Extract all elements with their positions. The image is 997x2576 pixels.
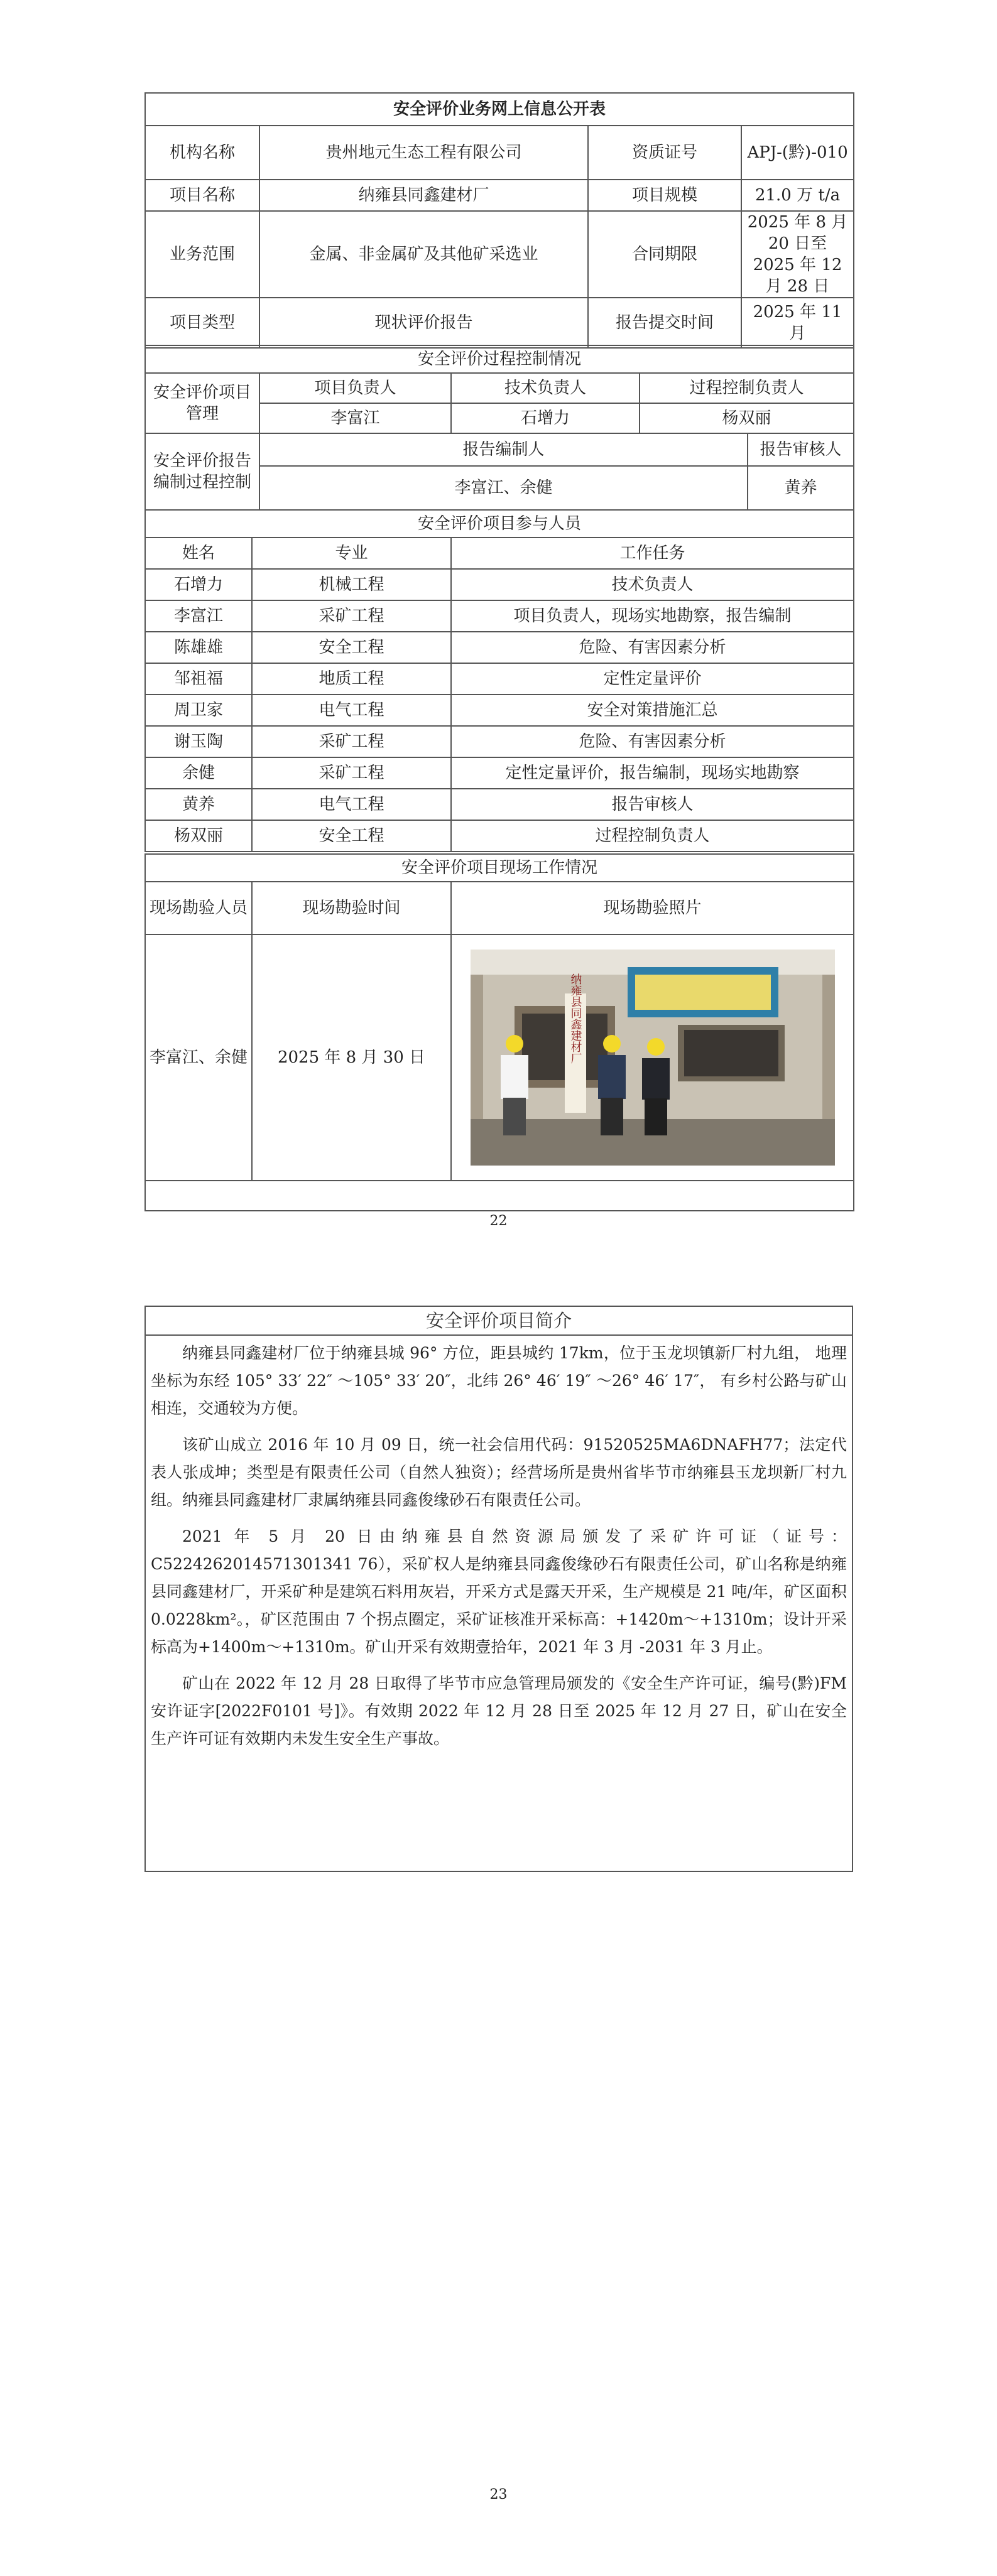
participant-name: 杨双丽 [145, 820, 252, 852]
page-number-2: 23 [489, 2487, 508, 2503]
table-row [145, 757, 854, 789]
intro-body [146, 1336, 852, 1753]
participant-major: 采矿工程 [252, 726, 451, 757]
site-date-header: 现场勘验时间 [252, 882, 451, 934]
contract-period-label: 合同期限 [588, 211, 741, 298]
business-scope-value: 金属、非金属矿及其他矿采选业 [259, 211, 588, 298]
report-date-label: 报告提交时间 [588, 298, 741, 348]
participant-major: 电气工程 [252, 695, 451, 726]
page-number: 22 [489, 1213, 508, 1229]
site-date-value: 2025 年 8 月 30 日 [252, 934, 451, 1181]
table-row [145, 632, 854, 663]
site-empty-row [145, 1181, 854, 1211]
site-photo-header: 现场勘验照片 [451, 882, 854, 934]
major-header: 专业 [252, 538, 451, 569]
business-scope-label: 业务范围 [145, 211, 259, 298]
participant-task: 过程控制负责人 [451, 820, 854, 852]
participant-task: 报告审核人 [451, 789, 854, 820]
project-intro-box [144, 1306, 853, 1872]
cert-no-label: 资质证号 [588, 126, 741, 180]
participants-heading: 安全评价项目参与人员 [145, 510, 854, 538]
site-photo-cell [451, 934, 854, 1181]
site-work-table [144, 853, 854, 1211]
site-heading: 安全评价项目现场工作情况 [145, 854, 854, 882]
intro-paragraph-safety-permit: 矿山在 2022 年 12 月 28 日取得了毕节市应急管理局颁发的《安全生产许可证，编号(黔)FM 安许证字[2022F0101 号]》。有效期 2022 年 12 月 28 日至 2025 年 12 月 27 日，矿山在安全生产许可证有效期内未发生安全生产事故。 [151, 1674, 847, 1748]
project-name-value: 纳雍县同鑫建材厂 [259, 180, 588, 211]
participant-major: 采矿工程 [252, 600, 451, 632]
project-name-label: 项目名称 [145, 180, 259, 211]
process-lead-value: 杨双丽 [640, 403, 854, 433]
intro-paragraph-company: 该矿山成立 2016 年 10 月 09 日，统一社会信用代码：91520525MA6DNAFH77；法定代表人张成坤；类型是有限责任公司（自然人独资）；经营场所是贵州省毕节市纳雍县玉龙坝新厂村九组。纳雍县同鑫建材厂隶属纳雍县同鑫俊缘砂石有限责任公司。 [151, 1436, 847, 1509]
participant-major: 地质工程 [252, 663, 451, 695]
participant-name: 邹祖福 [145, 663, 252, 695]
tech-lead-header: 技术负责人 [451, 373, 640, 403]
table-row [145, 789, 854, 820]
participants-table [144, 509, 854, 852]
project-scale-value: 21.0 万 t/a [741, 180, 854, 211]
contract-period-value: 2025 年 8 月 20 日至 2025 年 12 月 28 日 [741, 211, 854, 298]
task-header: 工作任务 [451, 538, 854, 569]
report-control-table [144, 433, 854, 511]
compiler-value: 李富江、余健 [259, 466, 748, 510]
compiler-header: 报告编制人 [259, 433, 748, 466]
participant-name: 周卫家 [145, 695, 252, 726]
participant-task: 项目负责人，现场实地勘察，报告编制 [451, 600, 854, 632]
participant-task: 危险、有害因素分析 [451, 726, 854, 757]
project-type-label: 项目类型 [145, 298, 259, 348]
participant-major: 电气工程 [252, 789, 451, 820]
intro-paragraph-license: 2021 年 5 月 20 日由纳雍县自然资源局颁发了采矿许可证（证号：C5224262014571301341 76），采矿权人是纳雍县同鑫俊缘砂石有限责任公司，矿山名称是纳雍县同鑫建材厂，开采矿种是建筑石料用灰岩，开采方式是露天开采，生产规模是 21 吨/年，矿区面积 0.0228km²。，矿区范围由 7 个拐点圈定，采矿证核准开采标高：+1420m～+1310m；设计开采标高为+1400m～+1310m。矿山开采有效期壹拾年，2021 年 3 月 -2031 年 3 月止。 [151, 1527, 847, 1656]
participant-task: 定性定量评价，报告编制，现场实地勘察 [451, 757, 854, 789]
participant-major: 机械工程 [252, 569, 451, 600]
site-people-header: 现场勘验人员 [145, 882, 252, 934]
project-lead-value: 李富江 [259, 403, 451, 433]
participant-major: 安全工程 [252, 820, 451, 852]
site-people-value: 李富江、余健 [145, 934, 252, 1181]
project-type-value: 现状评价报告 [259, 298, 588, 348]
process-lead-header: 过程控制负责人 [640, 373, 854, 403]
participant-name: 陈雄雄 [145, 632, 252, 663]
intro-paragraph-location: 纳雍县同鑫建材厂位于纳雍县城 96° 方位，距县城约 17km，位于玉龙坝镇新厂村九组， 地理坐标为东经 105° 33′ 22″ ～105° 33′ 20″，北纬 26° 46′ 19″ ～26° 46′ 17″， 有乡村公路与矿山相连，交通较为方便。 [151, 1344, 847, 1417]
info-disclosure-table-main [144, 92, 854, 349]
name-header: 姓名 [145, 538, 252, 569]
table-title: 安全评价业务网上信息公开表 [145, 93, 854, 126]
site-inspection-photo [471, 950, 835, 1166]
site-photo-illustration [471, 950, 835, 1166]
cert-no-value: APJ-(黔)-010 [741, 126, 854, 180]
participant-name: 石增力 [145, 569, 252, 600]
reviewer-header: 报告审核人 [748, 433, 854, 466]
participant-name: 李富江 [145, 600, 252, 632]
org-name-value: 贵州地元生态工程有限公司 [259, 126, 588, 180]
participant-task: 安全对策措施汇总 [451, 695, 854, 726]
process-control-table [144, 345, 854, 434]
table-row [145, 600, 854, 632]
reviewer-value: 黄养 [748, 466, 854, 510]
participant-task: 定性定量评价 [451, 663, 854, 695]
intro-title: 安全评价项目简介 [146, 1307, 852, 1336]
report-control-label: 安全评价报告编制过程控制 [145, 433, 259, 510]
org-name-label: 机构名称 [145, 126, 259, 180]
project-scale-label: 项目规模 [588, 180, 741, 211]
participant-name: 黄养 [145, 789, 252, 820]
table-row [145, 726, 854, 757]
table-row [145, 695, 854, 726]
project-lead-header: 项目负责人 [259, 373, 451, 403]
participant-task: 危险、有害因素分析 [451, 632, 854, 663]
participant-name: 谢玉陶 [145, 726, 252, 757]
participant-task: 技术负责人 [451, 569, 854, 600]
participant-name: 余健 [145, 757, 252, 789]
table-row [145, 820, 854, 852]
site-sign-text: 纳雍县同鑫建材厂 [569, 973, 582, 1064]
table-row [145, 569, 854, 600]
report-date-value: 2025 年 11 月 [741, 298, 854, 348]
mgmt-label: 安全评价项目管理 [145, 373, 259, 433]
tech-lead-value: 石增力 [451, 403, 640, 433]
participant-major: 安全工程 [252, 632, 451, 663]
table-row [145, 663, 854, 695]
process-heading: 安全评价过程控制情况 [145, 345, 854, 373]
participant-major: 采矿工程 [252, 757, 451, 789]
